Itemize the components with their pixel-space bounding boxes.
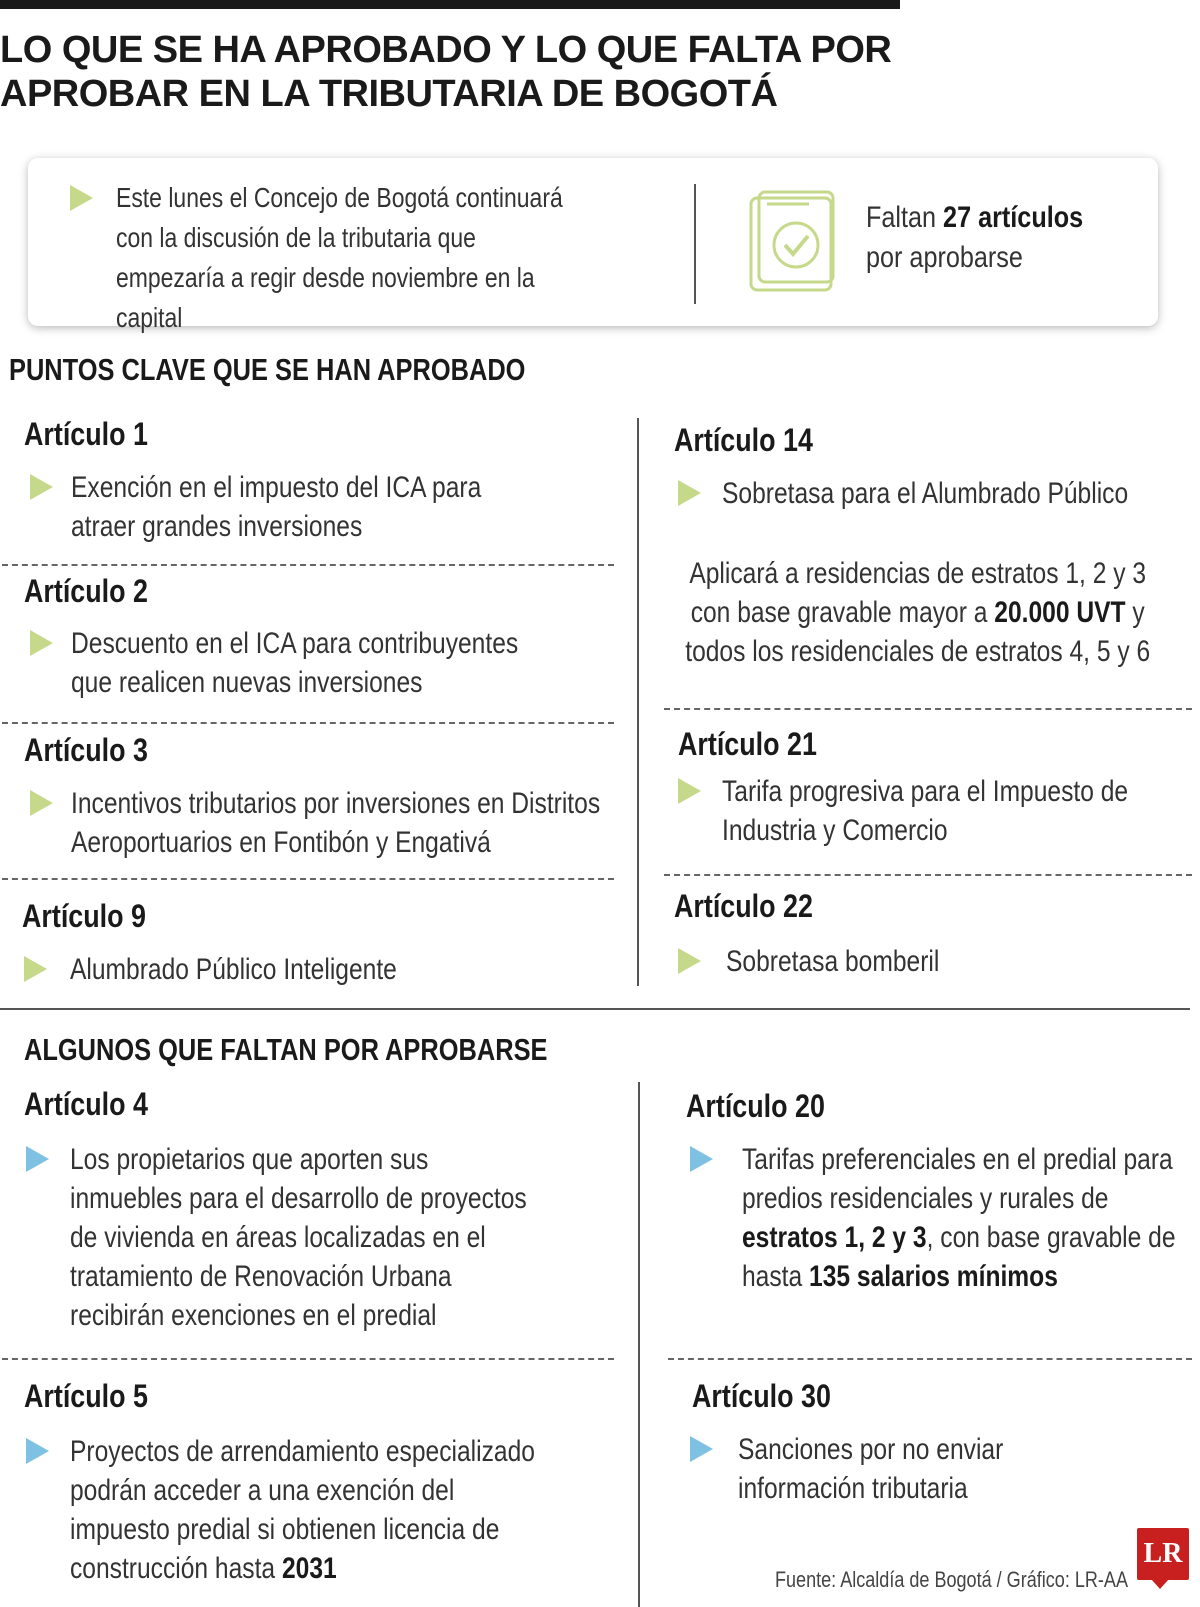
note-text: Aplicará a residencias de estratos 1, 2 y 3 con base gravable mayor a <box>689 557 1147 629</box>
article-text-part: , con base gravable de hasta <box>742 1221 1176 1293</box>
article-text-part: Tarifas preferenciales en el predial para predios residenciales y rurales de <box>742 1143 1173 1215</box>
article-title: Artículo 9 <box>22 898 146 934</box>
article-text <box>70 1432 546 1588</box>
source-credit: Fuente: Alcaldía de Bogotá / Gráfico: LR-AA <box>775 1567 1128 1592</box>
document-check-icon <box>745 188 841 296</box>
pending-count <box>866 198 1110 278</box>
article-title: Artículo 2 <box>24 573 148 609</box>
bullet-marker-icon <box>24 956 47 982</box>
article-text: Alumbrado Público Inteligente <box>70 953 397 986</box>
count-value: 27 artículos <box>943 201 1084 234</box>
dashed-divider <box>664 874 1192 876</box>
article-highlight: estratos 1, 2 y 3 <box>742 1221 927 1254</box>
divider <box>694 184 696 304</box>
article-title: Artículo 14 <box>674 422 813 458</box>
note-text: y todos los residenciales de estratos 4, 5 y 6 <box>685 596 1151 668</box>
article-text <box>742 1140 1185 1296</box>
bullet-marker-icon <box>70 185 93 211</box>
article-title: Artículo 5 <box>24 1378 148 1414</box>
dashed-divider <box>668 1358 1192 1360</box>
article-title: Artículo 1 <box>24 416 148 452</box>
article-highlight: 135 salarios mínimos <box>809 1260 1058 1293</box>
bullet-marker-icon <box>26 1146 49 1172</box>
dashed-divider <box>2 878 614 880</box>
pending-section-title: ALGUNOS QUE FALTAN POR APROBARSE <box>24 1032 548 1067</box>
article-text: Sobretasa bomberil <box>726 945 940 978</box>
article-title: Artículo 21 <box>678 726 817 762</box>
bullet-marker-icon <box>690 1146 713 1172</box>
bullet-marker-icon <box>690 1436 713 1462</box>
column-divider <box>637 418 639 986</box>
approved-section-title: PUNTOS CLAVE QUE SE HAN APROBADO <box>9 352 526 387</box>
bullet-marker-icon <box>30 474 53 500</box>
dashed-divider <box>664 708 1192 710</box>
bullet-marker-icon <box>678 948 701 974</box>
note-highlight: 20.000 UVT <box>994 596 1126 629</box>
article-highlight: 2031 <box>281 1552 337 1585</box>
article-text: Incentivos tributarios por inversiones en Distritos Aeroportuarios en Fontibón y Engativá <box>71 787 601 859</box>
summary-text: Este lunes el Concejo de Bogotá continuará con la discusión de la tributaria que empezaría a regir desde noviembre en la capital <box>116 182 563 333</box>
section-divider <box>0 1008 1190 1010</box>
dashed-divider <box>2 722 614 724</box>
article-title: Artículo 20 <box>686 1088 825 1124</box>
article-text: Exención en el impuesto del ICA para atraer grandes inversiones <box>71 471 482 543</box>
article-title: Artículo 22 <box>674 888 813 924</box>
article-text: Sanciones por no enviar información tributaria <box>738 1433 1004 1505</box>
bullet-marker-icon <box>30 790 53 816</box>
article-title: Artículo 30 <box>692 1378 831 1414</box>
dashed-divider <box>2 564 614 566</box>
summary-card <box>28 158 1158 333</box>
count-suffix: por aprobarse <box>866 241 1023 274</box>
bullet-marker-icon <box>678 480 701 506</box>
article-note <box>684 554 1151 671</box>
page-title: LO QUE SE HA APROBADO Y LO QUE FALTA POR APROBAR EN LA TRIBUTARIA DE BOGOTÁ <box>0 29 892 115</box>
article-text: Tarifa progresiva para el Impuesto de Industria y Comercio <box>722 775 1129 847</box>
article-title: Artículo 4 <box>24 1086 148 1122</box>
column-divider <box>638 1082 640 1607</box>
dashed-divider <box>2 1358 614 1360</box>
lr-logo: LR <box>1137 1528 1189 1580</box>
bullet-marker-icon <box>26 1438 49 1464</box>
article-text: Los propietarios que aporten sus inmuebles para el desarrollo de proyectos de vivienda en áreas localizadas en el tratamiento de Renovación Urbana recibirán exenciones en el predial <box>70 1143 527 1332</box>
article-text-part: Proyectos de arrendamiento especializado podrán acceder a una exención del impuesto predial si obtienen licencia de construcción hasta <box>70 1435 535 1585</box>
article-text: Sobretasa para el Alumbrado Público <box>722 477 1129 510</box>
article-title: Artículo 3 <box>24 732 148 768</box>
count-prefix: Faltan <box>866 201 937 234</box>
bullet-marker-icon <box>678 778 701 804</box>
bullet-marker-icon <box>30 630 53 656</box>
top-rule <box>0 0 900 9</box>
article-text: Descuento en el ICA para contribuyentes que realicen nuevas inversiones <box>71 627 519 699</box>
